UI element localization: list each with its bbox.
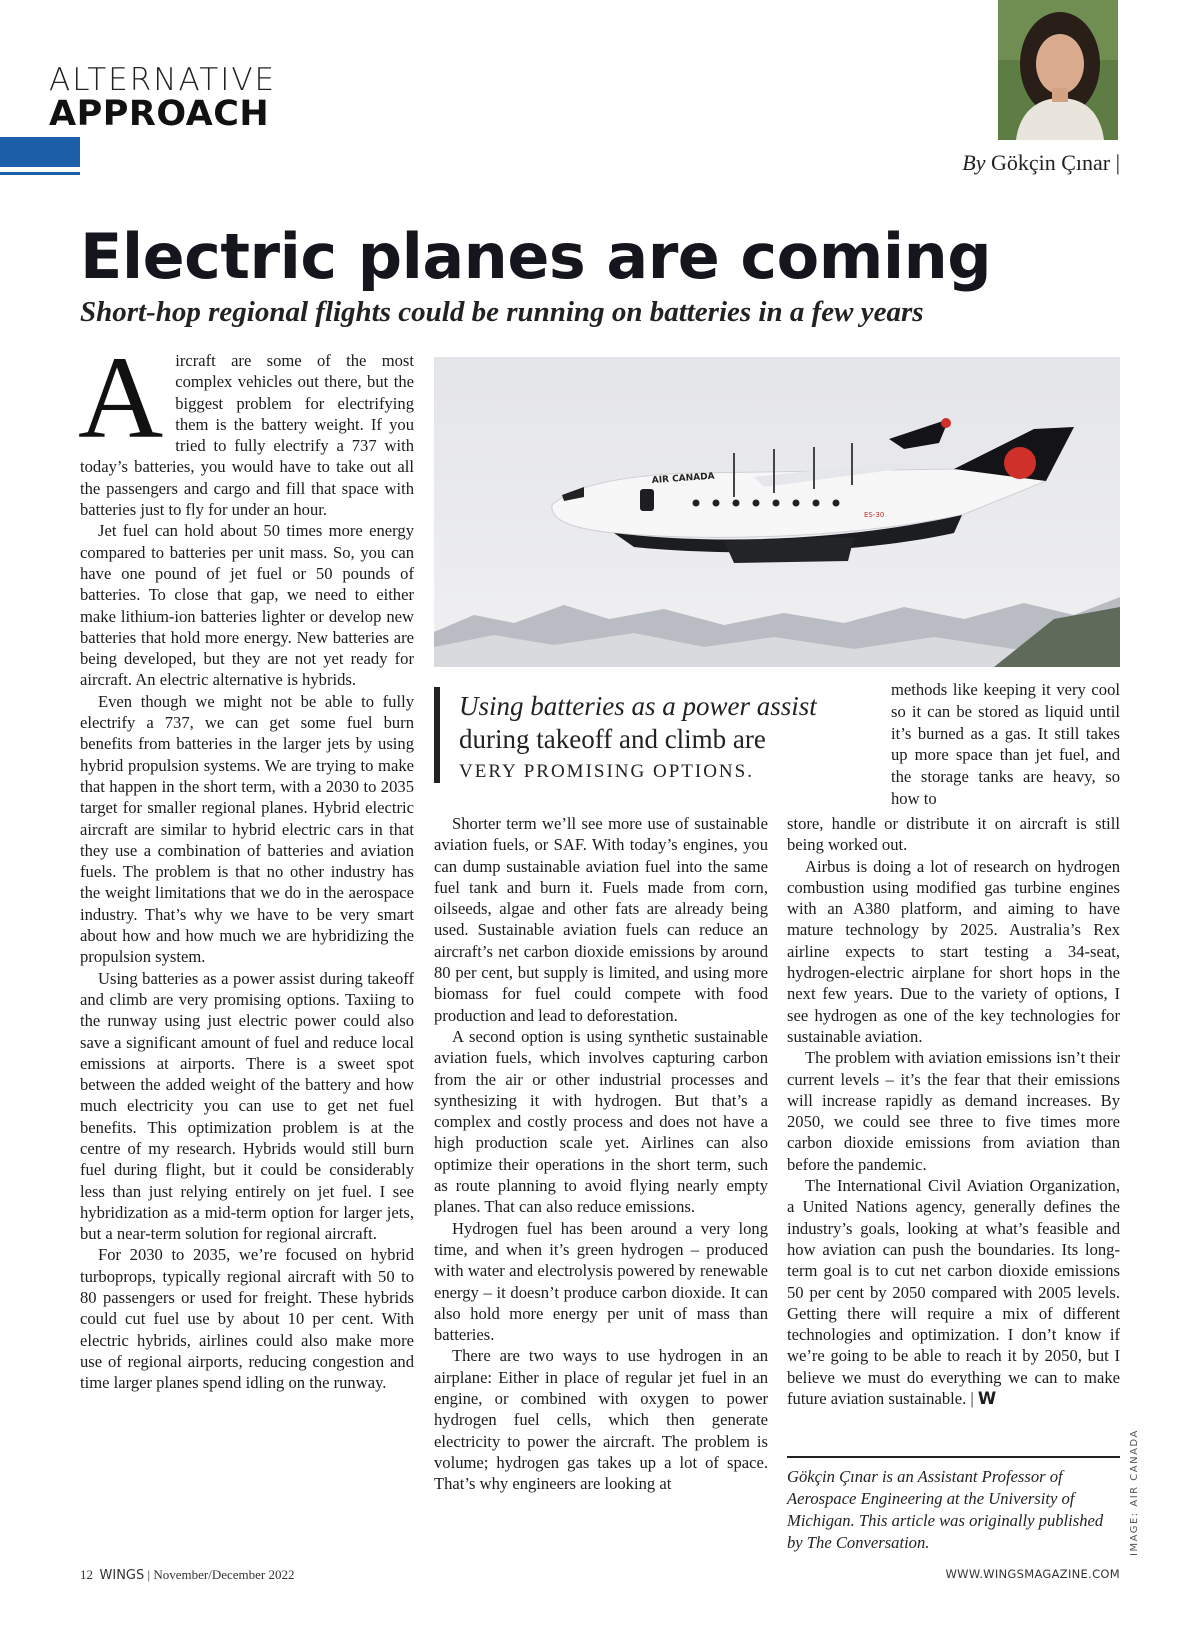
issue-date: | November/December 2022	[147, 1567, 295, 1582]
paragraph-text: ircraft are some of the most complex vehicles out there, but the biggest problem for electrifying them is the battery weight. If you tried to fully electrify a 737 with today’s batteries, you would have to take out all the passengers and cargo and fill that space with batteries just to fly for under an hour.	[80, 351, 414, 520]
column-3	[787, 813, 1120, 1409]
section-label-bottom: APPROACH	[49, 94, 270, 134]
page-number: 12	[80, 1567, 93, 1582]
paragraph: store, handle or distribute it on aircraft is still being worked out.	[787, 814, 1120, 855]
paragraph-text: The International Civil Aviation Organization, a United Nations agency, generally defines the industry’s goals, looking at what’s feasible and how aviation can push the boundaries. Its long-term goal is to cut net carbon dioxide emissions 50 per cent by 2050 compared with 2005 levels. Getting there will require a mix of different technologies and optimization. I don’t know if we’re going to be able to reach it by 2050, but I believe we must do everything we can to make future aviation sustainable. |	[787, 1176, 1120, 1409]
footer-url: WWW.WINGSMAGAZINE.COM	[945, 1567, 1120, 1581]
paragraph: Even though we might not be able to fully electrify a 737, we can get some fuel burn benefits from batteries in the larger jets by using hybrid propulsion systems. We are trying to make that happen in the short term, with a 2030 to 2035 target for smaller regional planes. Hybrid electric aircraft are similar to hybrid electric cars in that they use a combination of batteries and aviation fuels. The problem is that no other industry has the weight limitations that we do in the aerospace industry. That’s why we have to be very smart about how and how much we are hybridizing the propulsion system.	[80, 691, 414, 967]
paragraph: Using batteries as a power assist during takeoff and climb are very promising options. Taxiing to the runway using just electric power could also save a significant amount of fuel and reduce local emissions at airports. There is a sweet spot between the added weight of the battery and how much electricity you can use to get net fuel benefits. This optimization problem is at the centre of my research. Hybrids would still burn fuel during flight, but it could be considerably less than just relying entirely on jet fuel. I see hybridization as a mid-term option for larger jets, but a near-term solution for regional aircraft.	[80, 968, 414, 1244]
airline-name-text: AIR CANADA	[651, 471, 715, 486]
bio-divider	[787, 1456, 1120, 1458]
magazine-name: WINGS	[99, 1568, 145, 1583]
pullquote-bar	[434, 687, 440, 783]
pullquote	[459, 690, 879, 786]
pullquote-line-3: VERY PROMISING OPTIONS.	[459, 761, 754, 782]
image-credit: IMAGE: AIR CANADA	[1129, 1429, 1140, 1556]
section-accent-line	[0, 172, 80, 175]
section-accent-block	[0, 137, 80, 167]
paragraph: A second option is using synthetic sustainable aviation fuels, which involves capturing carbon from the air or other industrial processes and synthesizing it with hydrogen. But that’s a complex and costly process and does not have a high production scale yet. Airlines can also optimize their operations in the short term, such as route planning to avoid flying nearly empty planes. That can also reduce emissions.	[434, 1026, 768, 1217]
drop-cap: A	[78, 332, 164, 463]
pullquote-line-1: Using batteries as a power assist	[459, 691, 817, 721]
paragraph: There are two ways to use hydrogen in an airplane: Either in place of regular jet fuel in an engine, or combined with oxygen to power hydrogen fuel cells, which then generate electricity to power the aircraft. The problem is volume; hydrogen gas takes up a lot of space. That’s why engineers are looking at	[434, 1346, 768, 1494]
byline-prefix: By	[962, 150, 986, 175]
section-label-top: ALTERNATIVE	[49, 62, 277, 98]
headline: Electric planes are coming	[80, 220, 992, 293]
aircraft-photo	[434, 357, 1120, 667]
byline-author: Gökçin Çınar |	[990, 150, 1120, 175]
column-2	[434, 813, 768, 1495]
byline	[962, 150, 1120, 176]
dek: Short-hop regional flights could be running on batteries in a few years	[80, 296, 924, 328]
paragraph: Airbus is doing a lot of research on hydrogen combustion using modified gas turbine engines with an A380 platform, and aiming to have mature technology by 2025. Australia’s Rex airline expects to start testing a 34-seat, hydrogen-electric airplane for short hops in the next few years. Due to the variety of options, I see hydrogen as one of the key technologies for sustainable aviation.	[787, 856, 1120, 1046]
column-3-top: methods like keeping it very cool so it can be stored as liquid until it’s burned as a gas. It still takes up more space than jet fuel, and the storage tanks are heavy, so how to	[891, 680, 1120, 808]
author-photo	[998, 0, 1118, 140]
paragraph	[78, 332, 414, 520]
paragraph: Shorter term we’ll see more use of sustainable aviation fuels, or SAF. With today’s engines, you can dump sustainable aviation fuel into the same fuel tank and burn it. Fuels made from corn, oilseeds, algae and other fats are already being used. Sustainable aviation fuels can reduce an aircraft’s net carbon dioxide emissions by around 80 per cent, but supply is limited, and using more biomass for fuel could compete with food production and lead to deforestation.	[434, 814, 768, 1025]
author-bio: Gökçin Çınar is an Assistant Professor of Aerospace Engineering at the University of Michigan. This article was originally published by The Conversation.	[787, 1467, 1104, 1552]
pullquote-line-2: during takeoff and climb are	[459, 724, 766, 754]
end-mark: W	[977, 1389, 997, 1409]
paragraph	[787, 1175, 1120, 1409]
paragraph: For 2030 to 2035, we’re focused on hybrid turboprops, typically regional aircraft with 50 to 80 passengers or used for freight. These hybrids could cut fuel use by about 10 per cent. With electric hybrids, airlines could also make more use of regional airports, reducing congestion and time larger planes spend idling on the runway.	[80, 1245, 414, 1393]
paragraph: The problem with aviation emissions isn’t their current levels – it’s the fear that their emissions will increase rapidly as demand increases. By 2050, we could see three to five times more carbon dioxide emissions from aviation than before the pandemic.	[787, 1048, 1120, 1174]
paragraph: Jet fuel can hold about 50 times more energy compared to batteries per unit mass. So, you can have one pound of jet fuel or 50 pounds of batteries. To close that gap, we need to either make lithium-ion batteries lighter or develop new batteries that hold more energy. New batteries are being developed, but they are not yet ready for aircraft. An electric alternative is hybrids.	[80, 521, 414, 690]
column-1	[78, 332, 414, 1394]
aircraft-registration-text: ES-30	[864, 511, 885, 519]
footer-folio	[80, 1567, 295, 1583]
paragraph: Hydrogen fuel has been around a very long time, and when it’s green hydrogen – produced with water and electrolysis powered by renewable energy – it doesn’t produce carbon dioxide. It can also hold more energy per unit of mass than batteries.	[434, 1218, 768, 1345]
